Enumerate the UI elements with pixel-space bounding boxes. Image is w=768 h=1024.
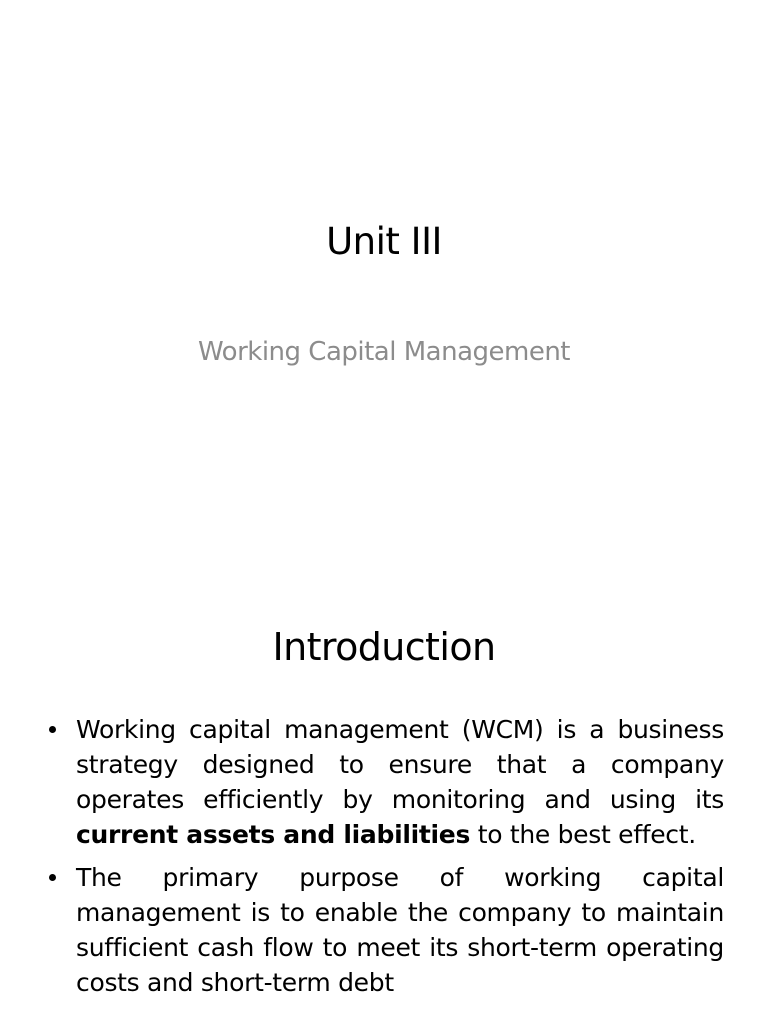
slide-subtitle: Working Capital Management xyxy=(197,337,570,367)
bullet-text-bold: current assets and liabilities xyxy=(76,820,471,849)
bullet-item xyxy=(44,712,724,852)
bullet-list xyxy=(44,712,724,1008)
slide-title: Unit III xyxy=(326,220,442,263)
bullet-text-before: Working capital management (WCM) is a business strategy designed to ensure that a company operates efficiently by monitoring and using its xyxy=(76,715,724,814)
bullet-text-after: to the best effect. xyxy=(470,820,696,849)
bullet-text: The primary purpose of working capital management is to enable the company to maintain sufficient cash flow to meet its short-term operating costs and short-term debt xyxy=(76,863,724,997)
section-heading: Introduction xyxy=(272,625,496,669)
bullet-item xyxy=(44,860,724,1000)
